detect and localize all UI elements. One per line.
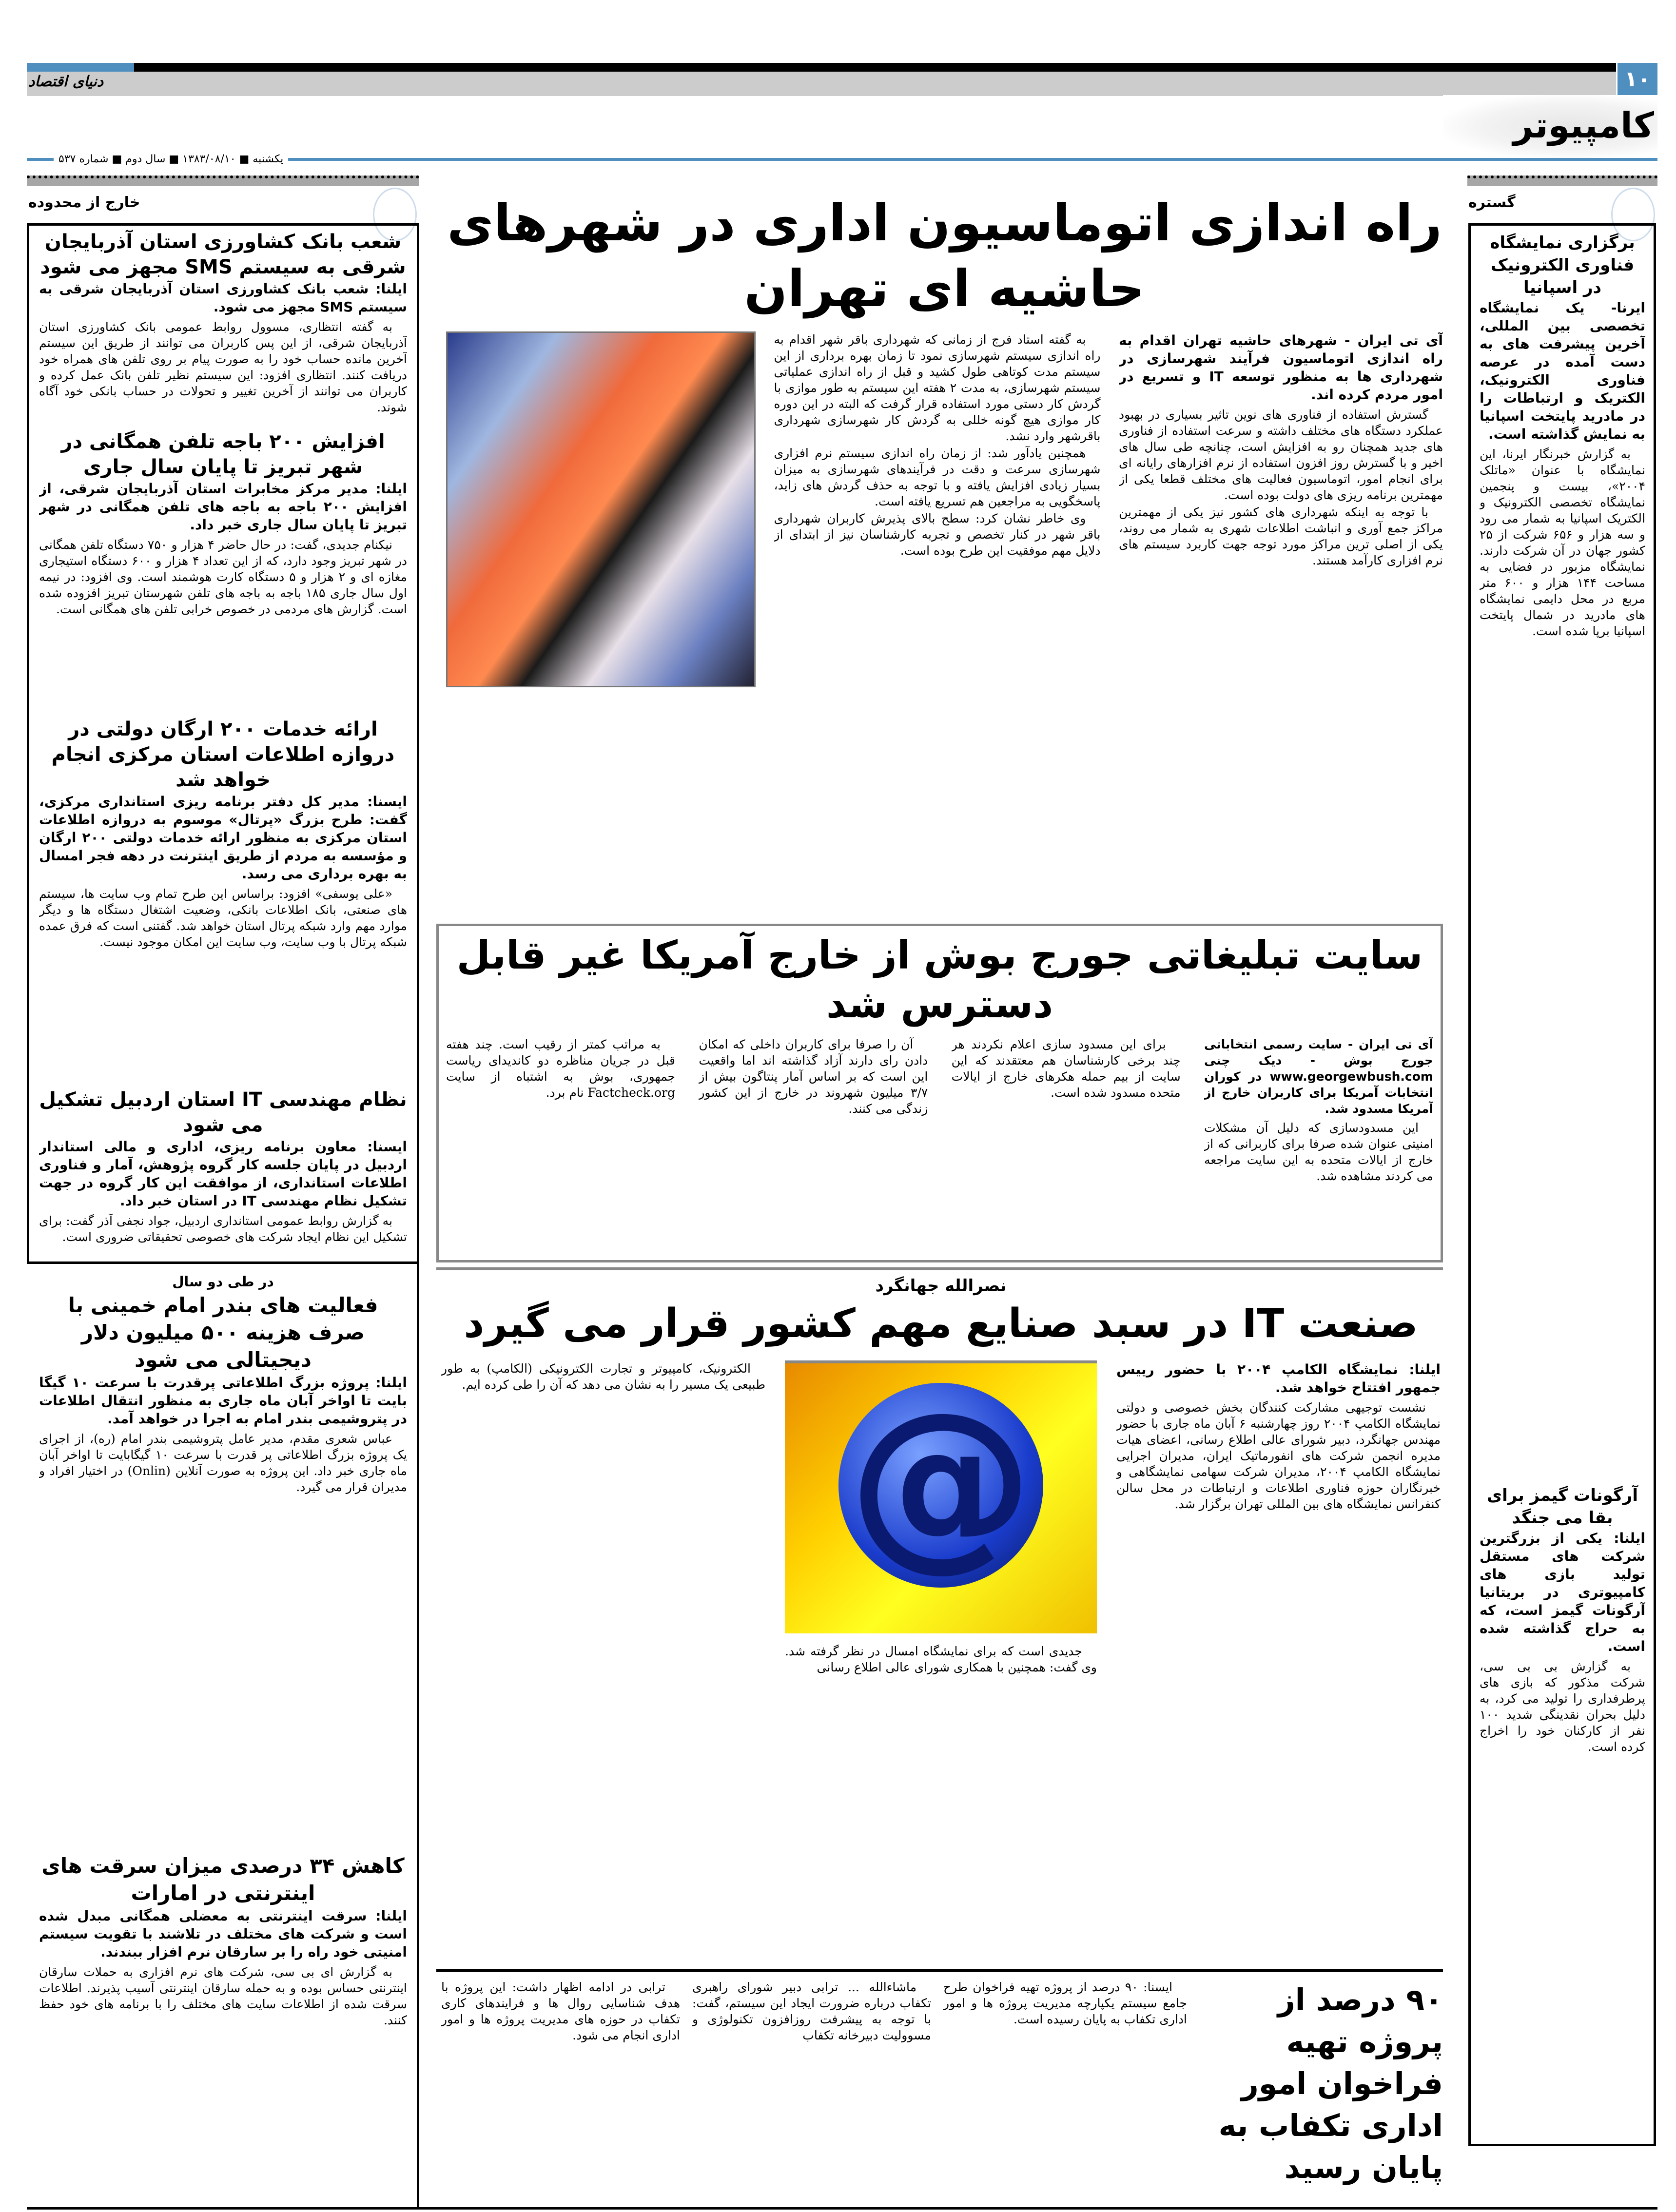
article-paragraph: وی خاطر نشان کرد: سطح بالای پذیرش کاربران شهرداری باقر شهر در کنار تخصص و تجربه کارشناسان نیز از ابتدای از دلایل مهم موفقیت این طرح بوده است. (774, 511, 1101, 558)
main-article (446, 190, 1443, 919)
article-paragraph: آن را صرفا برای کاربران داخلی که امکان دادن رای دارند آزاد گذاشته اند اما واقعیت این است که بر اساس آمار پنتاگون بیش از ۳/۷ میلیون شهروند در خارج از این کشور زندگی می کنند. (699, 1037, 928, 1116)
bottom-col-1 (943, 1979, 1187, 2145)
page-bottom-rule (27, 2207, 1657, 2210)
article-paragraph: با توجه به اینکه شهرداری های کشور نیز یکی از مهمترین مراکز جمع آوری و انباشت اطلاعات شهری به شمار می روند، یکی از اصلی ترین مراکز مورد توجه جهت کاربرد سیستم های نرم افزاری کارآمد هستند. (1119, 505, 1443, 567)
news-body (1480, 299, 1645, 640)
right-section-label: گستره (1468, 194, 1516, 211)
news-body (39, 280, 407, 416)
it-headline[interactable]: صنعت IT در سبد صنایع مهم کشور قرار می گیرد (464, 1300, 1418, 1347)
it-article (441, 1275, 1441, 1962)
article-paragraph: همچنین یادآور شد: از زمان راه اندازی سیستم نرم افزاری شهرسازی سرعت و دقت در فرآیندهای شهرسازی به میزان بسیار زیادی افزایش یافته و با توجه به حذف گردش های زاید، پاسخگویی به مراجعین هم تسریع یافته است. (774, 446, 1101, 508)
main-article-col-2 (774, 331, 1101, 919)
it-col-3 (785, 1643, 1097, 1962)
left-news-column (39, 229, 407, 2179)
article-paragraph: نشست توجیهی مشارکت کنندگان بخش خصوصی و دولتی نمایشگاه الکامپ ۲۰۰۴ روز چهارشنبه ۶ آبان ماه جاری با حضور مهندس جهانگرد، دبیر شورای عالی اطلاع رسانی، اعضای هیات مدیره انجمن شرکت های انفورماتیک ایران، مدیران اجرایی نمایشگاه الکامپ ۲۰۰۴، مدیران شرکت سهامی نمایشگاهی و خبرنگاران حوزه فناوری اطلاعات و ارتباطات در محل سالن کنفرانس نمایشگاه های بین المللی تهران برگزار شد. (1116, 1400, 1441, 1511)
bottom-article-rule (436, 1969, 1443, 1972)
left-section-label: خارج از محدوده (28, 194, 140, 211)
news-lead: ایسنا: مدیر کل دفتر برنامه ریزی استانداری مرکزی، گفت: طرح بزرگ «پرتال» موسوم به دروازه اطلاعات استان مرکزی به منظور ارائه خدمات دولتی ۲۰۰ ارگان و مؤسسه به مردم از طریق اینترنت در دهه فجر امسال به بهره برداری می رسد. (39, 794, 407, 882)
bottom-headline[interactable]: ۹۰ درصد از پروژه تهیه فراخوان امور اداری تکفاب به پایان رسید (1218, 1982, 1443, 2185)
news-headline[interactable]: ارائه خدمات ۲۰۰ ارگان دولتی در دروازه اطلاعات استان مرکزی انجام خواهد شد (51, 718, 395, 791)
news-body (39, 1907, 407, 2029)
article-paragraph: گسترش استفاده از فناوری های نوین تاثیر بسیاری در بهبود عملکرد دستگاه های مختلف داشته و سرعت استفاده از فناوری های جدید همچنان رو به افزایش است، چنانچه طی سال های اخیر و با گسترش روز افزون استفاده از نرم افزارهای رایانه ای برای انجام امور، اتوماسیون فعالیت های مختلف قطعا یکی از مهمترین برنامه ریزی های دولت بوده است. (1119, 407, 1443, 502)
news-paragraph: به گفته انتظاری، مسوول روابط عمومی بانک کشاورزی استان آذربایجان شرقی، از این پس کاربران می توانند از طریق این سیستم آخرین مانده حساب خود را به صورت پیام بر روی تلفن های همراه خود دریافت کنند. انتظاری افزود: این سیستم نظیر تلفن بانک عمل کرده و کاربران می توانند از آخرین تغییر و تحولات در حساب بانکی خود آگاه شوند. (39, 320, 407, 414)
main-article-col-1 (1119, 331, 1443, 919)
news-lead: ایلنا: شعب بانک کشاورزی استان آذربایجان شرقی به سیستم SMS مجهز می شود. (39, 281, 407, 315)
article-paragraph: ترابی در ادامه اظهار داشت: این پروژه با هدف شناسایی روال ها و فرایندهای کاری تکفاب در حوزه های مدیریت پروژه ها و امور اداری انجام می شود. (441, 1980, 680, 2042)
news-headline[interactable]: شعب بانک کشاورزی استان آذربایجان شرقی به سیستم SMS مجهز می شود (40, 231, 406, 278)
article-paragraph: ایسنا: ۹۰ درصد از پروژه تهیه فراخوان طرح جامع سیستم یکپارچه مدیریت پروژه ها و امور اداری تکفاب به پایان رسیده است. (943, 1980, 1187, 2026)
section-title: کامپیوتر (1513, 105, 1654, 146)
article-paragraph: این مسدودسازی که دلیل آن مشکلات امنیتی عنوان شده صرفا برای کاربرانی که از خارج از ایالات متحده به این سایت مراجعه می کردند مشاهده شد. (1204, 1121, 1433, 1183)
it-article-top-rule (436, 1267, 1443, 1270)
news-body (39, 793, 407, 951)
news-lead: ایلنا: یکی از بزرگترین شرکت های مستقل تولید بازی های کامپیوتری در بریتانیا آرگونات گیمز است، که به حراج گذاشته شده است. (1480, 1530, 1645, 1654)
news-paragraph: عباس شعری مقدم، مدیر عامل پتروشیمی بندر امام (ره)، از اجرای یک پروژه بزرگ اطلاعاتی پر قدرت با سرعت ۱۰ گیگابایت تا اواخر آبان ماه جاری خبر داد. این پروژه به صورت آنلاین (Onlin) در اختیار افراد و مدیران قرار می گیرد. (39, 1432, 407, 1494)
news-headline[interactable]: نظام مهندسی IT استان اردبیل تشکیل می شود (39, 1088, 407, 1136)
news-paragraph: به گزارش خبرنگار ایرنا، این نمایشگاه با عنوان «ماتلک ۲۰۰۴»، بیست و پنجمین نمایشگاه تخصصی الکترونیک و الکتریک اسپانیا به شمار می رود و سه هزار و ۶۵۶ شرکت از ۲۵ کشور جهان در آن شرکت دارند. نمایشگاه مزبور در فضایی به مساحت ۱۴۴ هزار و ۶۰۰ متر مربع در محل دایمی نمایشگاه های مادرید در شمال پایتخت اسپانیا برپا شده است. (1480, 447, 1645, 638)
news-item (39, 1087, 407, 1258)
news-lead: ایلنا: پروژه بزرگ اطلاعاتی پرقدرت با سرعت ۱۰ گیگا بایت تا اواخر آبان ماه جاری به منظور انتقال اطلاعات در پتروشیمی بندر امام به اجرا در خواهد آمد. (39, 1375, 407, 1427)
bottom-col-2 (692, 1979, 931, 2145)
header-black-bar (134, 63, 1616, 72)
news-headline[interactable]: برگزاری نمایشگاه فناوری الکترونیک در اسپانیا (1490, 233, 1635, 297)
bush-col-4 (446, 1036, 675, 1255)
bottom-col-3 (441, 1979, 680, 2145)
news-lead: ایرنا- یک نمایشگاه تخصصی بین المللی، آخرین پیشرفت های به دست آمده در عرصه فناوری الکترونیک، الکتریک و ارتباطات را در مادرید پایتخت اسپانیا به نمایش گذاشته است. (1480, 300, 1645, 442)
news-item (39, 1272, 407, 1852)
article-paragraph: به مراتب کمتر از رقیب است. چند هفته قبل در جریان مناظره دو کاندیدای ریاست جمهوری، بوش به اشتباه از سایت Factcheck.org نام برد. (446, 1037, 675, 1100)
news-headline[interactable]: کاهش ۳۴ درصدی میزان سرقت های اینترنتی در امارات (41, 1854, 405, 1905)
news-lead: ایسنا: معاون برنامه ریزی، اداری و مالی استاندار اردبیل در پایان جلسه کار گروه پژوهش، آمار و فناوری اطلاعات استانداری، از موافقت این کار گروه در جهت تشکیل نظام مهندسی IT در استان خبر داد. (39, 1139, 407, 1209)
news-body (39, 480, 407, 618)
news-lead: ایلنا: مدیر مرکز مخابرات استان آذربایجان شرقی، از افزایش ۲۰۰ باجه به باجه های تلفن همگانی در شهر تبریز تا پایان سال جاری خبر داد. (39, 481, 407, 533)
article-paragraph: جدیدی است که برای نمایشگاه امسال در نظر گرفته شد. وی گفت: همچنین با همکاری شورای عالی اطلاع رسانی (785, 1644, 1097, 1674)
it-col-2 (441, 1360, 765, 1962)
left-section-bar (27, 175, 419, 186)
article-paragraph: به گفته استاد فرج از زمانی که شهرداری باقر شهر اقدام به راه اندازی سیستم شهرسازی نمود تا زمان بهره برداری از این سیستم مدت کوتاهی طول کشید و قبل از راه اندازی عملیاتی سیستم شهرسازی، به مدت ۲ هفته این سیستم به طور موازی با گردش کار دستی مورد استفاده قرار گرفت که البته در این دوره کار موازی هیچ گونه خللی به گردش کار شهرسازی شهرداری باقرشهر وارد نشد. (774, 332, 1101, 443)
bush-col-3 (699, 1036, 928, 1255)
it-col-1 (1116, 1360, 1441, 1962)
header-blue-tab (27, 63, 134, 72)
news-paragraph: نیکنام جدیدی، گفت: در حال حاضر ۴ هزار و ۷۵۰ دستگاه تلفن همگانی در شهر تبریز وجود دارد، که از این تعداد ۴ هزار و ۶۰۰ دستگاه استیجاری مغازه ای و ۲ هزار و ۵ دستگاه کارت هوشمند است. وی افزود: در نیمه اول سال جاری ۱۸۵ باجه به باجه های تلفن شهرستان تبریز افزوده شده است. گزارش های مردمی در خصوص خرابی تلفن های همگانی است. (39, 538, 407, 616)
news-item (39, 1852, 407, 2154)
header-grey-band (27, 72, 1616, 96)
article-lead: آی تی ایران - سایت رسمی انتخاباتی جورج بوش - دیک چنی www.georgewbush.com در کوران انتخابات آمریکا برای کاربران خارج از آمریکا مسدود شد. (1204, 1037, 1433, 1116)
news-headline[interactable]: آرگونات گیمز برای بقا می جنگد (1486, 1486, 1638, 1528)
news-body (39, 1374, 407, 1496)
news-item (39, 429, 407, 717)
bush-col-1 (1204, 1036, 1433, 1255)
main-article-photo (446, 331, 756, 687)
bush-article-columns (446, 1036, 1433, 1255)
dateline: یکشنبه ■ ۱۳۸۳/۰۸/۱۰ ■ سال دوم ■ شماره ۵۳۷ (54, 151, 288, 168)
article-lead: ایلنا: نمایشگاه الکامپ ۲۰۰۴ با حضور رییس جمهور افتتاح خواهد شد. (1116, 1361, 1441, 1396)
article-lead: آی تی ایران - شهرهای حاشیه تهران اقدام به راه اندازی اتوماسیون فرآیند شهرسازی در شهرداری ها به منظور توسعه IT و تسریع در امور مردم کرده اند. (1119, 332, 1443, 403)
news-item (1480, 232, 1645, 1484)
news-item (39, 717, 407, 1087)
news-item (1480, 1484, 1645, 2118)
at-sign-icon: @ (838, 1383, 1043, 1588)
it-middle-column (785, 1360, 1097, 1962)
main-article-columns (446, 331, 1443, 919)
news-body (39, 1138, 407, 1246)
news-paragraph: به گزارش بی بی سی، شرکت مذکور که بازی های پرطرفداری را تولید می کرد، به دلیل بحران نقدینگی شدید ۱۰۰ نفر از کارکنان خود را اخراج کرده است. (1480, 1659, 1645, 1754)
it-byline: نصرالله جهانگرد (875, 1276, 1007, 1296)
page-number-tab: ۱۰ (1618, 63, 1657, 96)
news-body (1480, 1529, 1645, 1756)
article-paragraph: ماشاءالله ... ترابی دبیر شورای راهبری تکفاب درباره ضرورت ایجاد این سیستم، گفت: با توجه به پیشرفت روزافزون تکنولوژی و مسوولیت دبیرخانه تکفاب (692, 1980, 931, 2042)
news-paragraph: به گزارش ای بی سی، شرکت های نرم افزاری به حملات سارقان اینترنتی حساس بوده و به حمله سارقان اینترنتی آسیب پذیرند. اطلاعات سرقت شده از اطلاعات سایت های مختلف را با برنامه های خود حفظ کنند. (39, 1965, 407, 2027)
main-headline[interactable]: راه اندازی اتوماسیون اداری در شهرهای حاشیه ای تهران (447, 193, 1442, 318)
news-paragraph: به گزارش روابط عمومی استانداری اردبیل، جواد نجفی آذر گفت: برای تشکیل این نظام ایجاد شرکت های خصوصی تحقیقاتی ضروری است. (39, 1214, 407, 1244)
news-headline[interactable]: افزایش ۲۰۰ باجه تلفن همگانی در شهر تبریز تا پایان سال جاری (61, 430, 385, 478)
news-lead: ایلنا: سرقت اینترنتی به معضلی همگانی مبدل شده است و شرکت های مختلف در تلاشند با تقویت سیستم امنیتی خود راه را بر سارقان نرم افزار ببندند. (39, 1908, 407, 1960)
article-paragraph: الکترونیک، کامپیوتر و تجارت الکترونیکی (الکامپ) به طور طبیعی یک مسیر را به نشان می دهد که آن را طی کرده ایم. (441, 1361, 765, 1392)
at-sign-image (785, 1360, 1097, 1633)
news-kicker: در طی دو سال (172, 1274, 274, 1290)
news-item (39, 229, 407, 419)
paper-logo: دنیای اقتصاد (28, 73, 104, 90)
right-news-column (1480, 232, 1645, 2118)
news-headline[interactable]: فعالیت های بندر امام خمینی با صرف هزینه ۵۰۰ میلیون دلار دیجیتالی می شود (68, 1293, 378, 1372)
news-paragraph: «علی یوسفی» افزود: براساس این طرح تمام وب سایت ها، سیستم های صنعتی، بانک اطلاعات بانکی، وضعیت اشتغال دستگاه ها و دیگر موارد مهم وارد شبکه پرتال استان خواهد شد. گفتنی است که فرق عمده شبکه پرتال با وب سایت، وب سایت این امکان موجود نیست. (39, 887, 407, 949)
it-article-columns (441, 1360, 1441, 1962)
bush-headline[interactable]: سایت تبلیغاتی جورج بوش از خارج آمریکا غیر قابل دسترس شد (456, 932, 1423, 1027)
bush-col-2 (952, 1036, 1181, 1255)
left-column-rule (417, 1264, 419, 2207)
article-paragraph: برای این مسدود سازی اعلام نکردند هر چند برخی کارشناسان هم معتقدند که این سایت از بیم حمله هکرهای خارج از ایالات متحده مسدود شده است. (951, 1037, 1181, 1100)
right-section-bar (1467, 175, 1657, 186)
bush-article (446, 931, 1433, 1255)
